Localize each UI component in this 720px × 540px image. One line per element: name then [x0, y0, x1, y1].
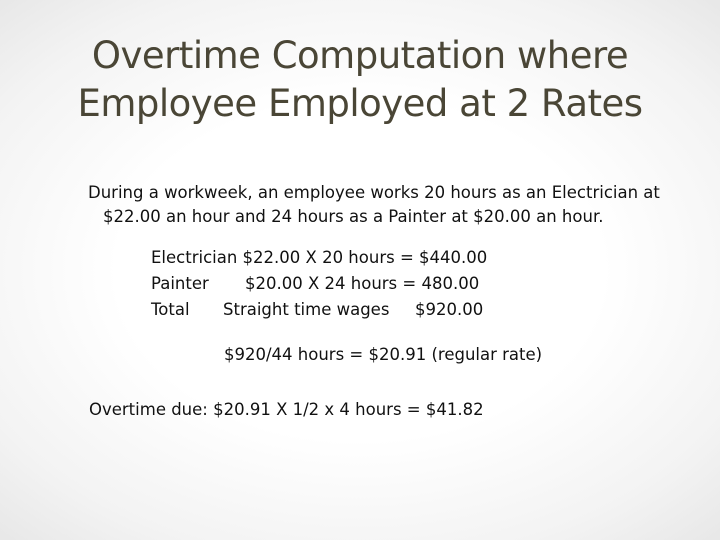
- total-description: Straight time wages: [223, 300, 390, 319]
- painter-label: Painter: [151, 274, 209, 293]
- total-row: [151, 297, 483, 323]
- intro-paragraph: [88, 181, 668, 229]
- title-line-1: Overtime Computation where: [91, 34, 629, 77]
- regular-rate-line: $920/44 hours = $20.91 (regular rate): [224, 345, 543, 364]
- overtime-due-line: Overtime due: $20.91 X 1/2 x 4 hours = $41.82: [89, 400, 484, 419]
- electrician-row: Electrician $22.00 X 20 hours = $440.00: [151, 248, 488, 267]
- slide-title: [40, 32, 680, 128]
- intro-line-2: $22.00 an hour and 24 hours as a Painter at $20.00 an hour.: [103, 207, 604, 226]
- title-line-2: Employee Employed at 2 Rates: [77, 82, 643, 125]
- total-label: Total: [151, 300, 190, 319]
- painter-row: [151, 271, 479, 297]
- intro-line-1: During a workweek, an employee works 20 hours as an Electrician at: [88, 183, 660, 202]
- total-amount: $920.00: [415, 300, 484, 319]
- painter-calc: $20.00 X 24 hours = 480.00: [245, 274, 480, 293]
